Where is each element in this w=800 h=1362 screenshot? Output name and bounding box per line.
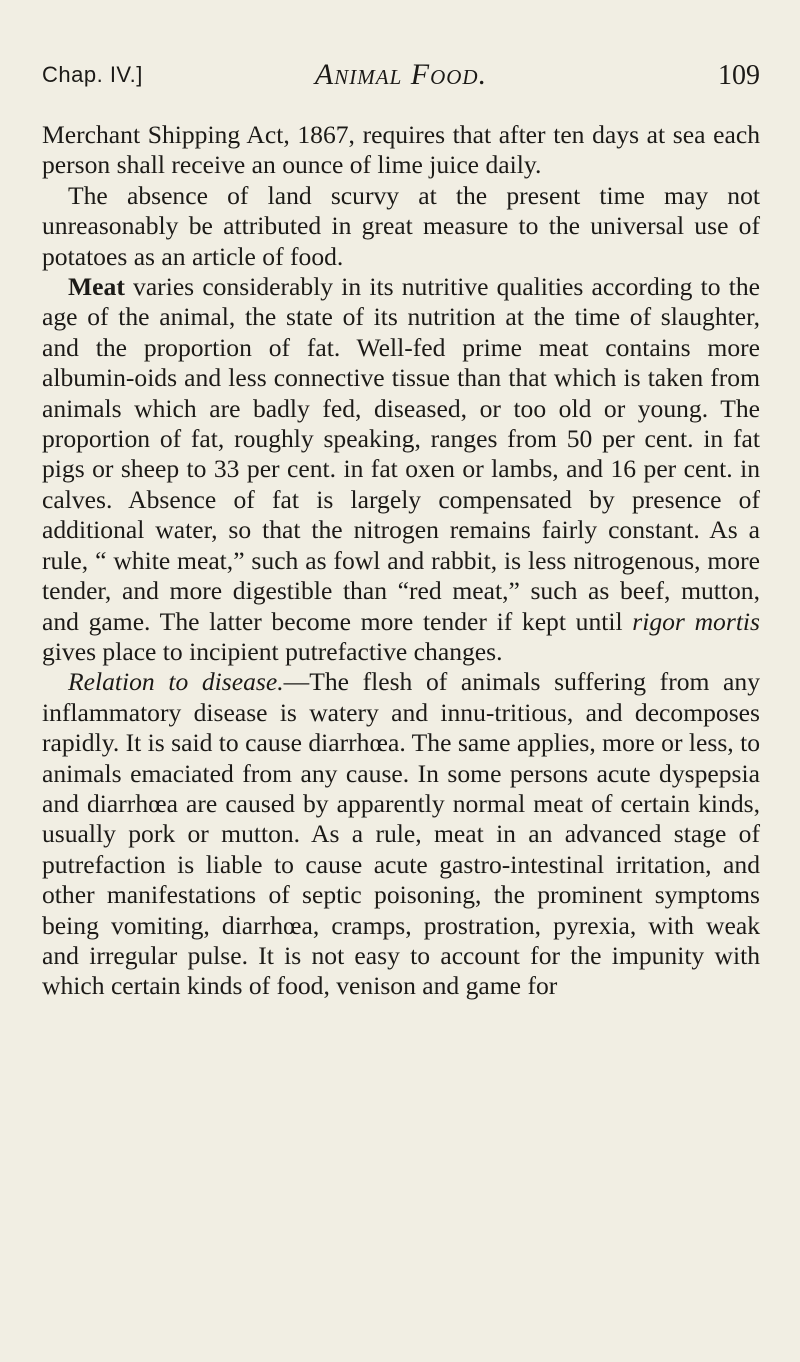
relation-to-disease-text: —The flesh of animals suffering from any inflammatory disease is watery and innu-tritious, and decomposes rapidly. It is said to cause diarrhœa. The same applies, more or less, to animals emaciated from any cause. In some persons acute dyspepsia and diarrhœa are caused by apparently normal meat of certain kinds, usually pork or mutton. As a rule, meat in an advanced stage of putrefaction is liable to cause acute gastro-intestinal irritation, and other manifestations of septic poisoning, the prominent symptoms being vomiting, diarrhœa, cramps, prostration, pyrexia, with weak and irregular pulse. It is not easy to account for the impunity with which certain kinds of food, venison and game for [42, 667, 760, 1001]
paragraph-relation-to-disease [42, 667, 760, 1001]
rigor-mortis-term: rigor mortis [632, 606, 760, 636]
paragraph-meat [42, 272, 760, 667]
paragraph-merchant-shipping: Merchant Shipping Act, 1867, requires that after ten days at sea each person shall receive an ounce of lime juice daily. [42, 120, 760, 180]
running-title: Animal Food. [314, 58, 488, 91]
paragraph-land-scurvy: The absence of land scurvy at the present time may not unreasonably be attributed in great measure to the universal use of potatoes as an article of food. [42, 180, 760, 271]
meat-heading: Meat [68, 272, 125, 302]
relation-to-disease-heading: Relation to disease. [68, 667, 284, 697]
running-head [42, 58, 760, 98]
chapter-reference: Chap. IV.] [42, 62, 143, 87]
meat-text-2: gives place to incipient putrefactive changes. [42, 636, 503, 666]
meat-text-1: varies considerably in its nutritive qualities according to the age of the animal, the state of its nutrition at the time of slaughter, and the proportion of fat. Well-fed prime meat contains more albumin-oids and less connective tissue than that which is taken from animals which are badly fed, diseased, or too old or young. The proportion of fat, roughly speaking, ranges from 50 per cent. in fat pigs or sheep to 33 per cent. in fat oxen or lambs, and 16 per cent. in calves. Absence of fat is largely compensated by presence of additional water, so that the nitrogen remains fairly constant. As a rule, “ white meat,” such as fowl and rabbit, is less nitrogenous, more tender, and more digestible than “red meat,” such as beef, mutton, and game. The latter become more tender if kept until [42, 272, 760, 636]
body-text [42, 120, 760, 1002]
page-number: 109 [718, 60, 760, 91]
